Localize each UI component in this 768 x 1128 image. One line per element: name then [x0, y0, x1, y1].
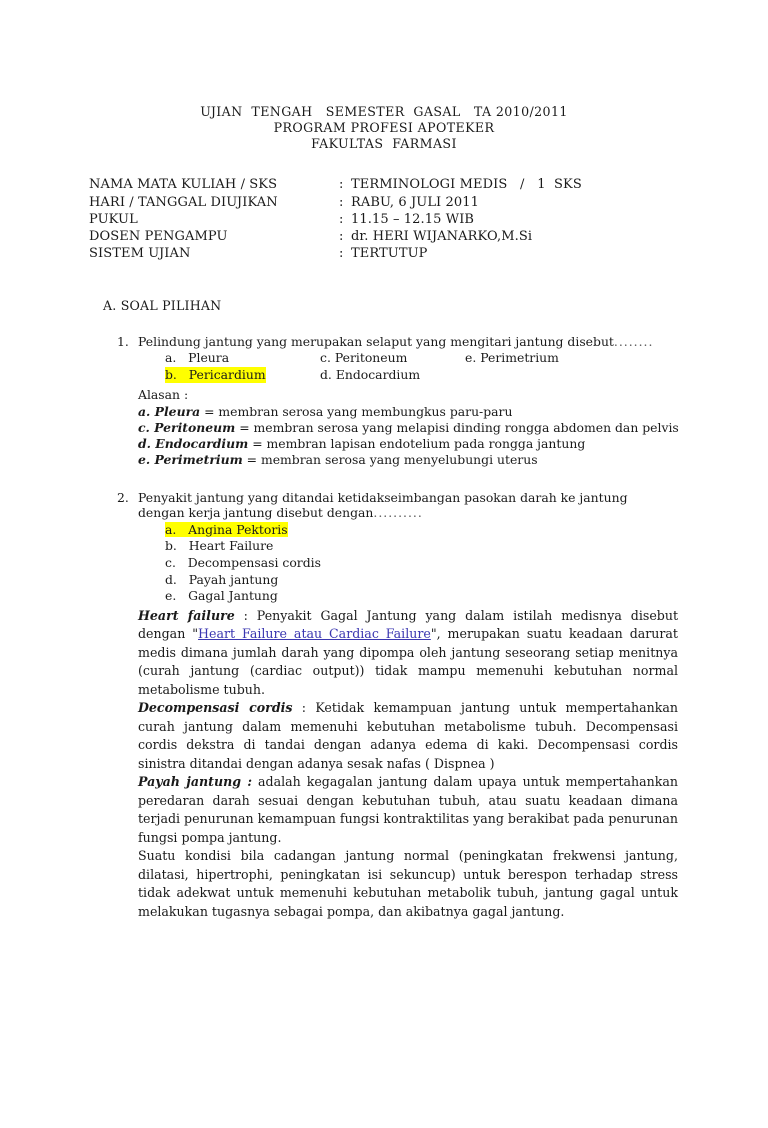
option-c-key: c.: [320, 350, 331, 366]
option-a-key: a.: [165, 521, 177, 537]
option-c-text: Peritoneum: [334, 350, 408, 366]
exam-metadata: [89, 176, 768, 262]
option-d-key: d.: [320, 367, 332, 383]
metadata-value: dr. HERI WIJANARKO,M.Si: [351, 229, 533, 245]
option-e-text: Gagal Jantung: [188, 588, 278, 604]
question-2-number: 2.: [117, 489, 129, 505]
option-a-text: Angina Pektoris: [188, 521, 288, 537]
option-e-key: e.: [165, 588, 177, 604]
reason-definition: = membran serosa yang membungkus paru-paru: [200, 403, 513, 419]
option-a-highlighted[interactable]: [165, 522, 768, 539]
metadata-colon: :: [339, 194, 344, 210]
question-1-reasons: [138, 387, 768, 468]
heart-failure-text-after-link: ", merupakan suatu keadaan darurat medis dimana jumlah darah yang dipompa oleh jantung seseorang setiap menitnya (curah jantung (cardiac output)) tidak mampu memenuhi kebutuhan normal metabolisme tubuh.: [138, 626, 678, 697]
metadata-label: SISTEM UJIAN: [89, 246, 191, 262]
question-1-number: 1.: [117, 333, 129, 349]
option-c-text: Decompensasi cordis: [187, 555, 321, 571]
reason-definition: = membran lapisan endotelium pada rongga jantung: [248, 436, 586, 452]
metadata-value: 11.15 – 12.15 WIB: [351, 211, 475, 227]
metadata-value: TERTUTUP: [351, 246, 428, 262]
question-2-options: [165, 522, 768, 605]
reason-item: [138, 404, 768, 420]
decompensasi-cordis-term: Decompensasi cordis: [138, 700, 293, 716]
metadata-label: HARI / TANGGAL DIUJIKAN: [89, 194, 278, 210]
option-e[interactable]: [165, 588, 768, 605]
option-c-key: c.: [165, 555, 176, 571]
option-a-key: a.: [165, 350, 177, 366]
option-e[interactable]: [465, 350, 559, 366]
explanation-payah-jantung: [138, 773, 678, 847]
question-2-stem-dots: ..........: [373, 505, 423, 521]
question-1: [117, 334, 768, 469]
option-d-text: Payah jantung: [188, 571, 279, 587]
option-e-text: Perimetrium: [480, 350, 559, 366]
option-b-text: Heart Failure: [188, 538, 274, 554]
metadata-row: [89, 176, 768, 193]
option-a-text: Pleura: [188, 350, 230, 366]
reason-term: a. Pleura: [138, 403, 201, 419]
decompensasi-cordis-text: Ketidak kemampuan jantung untuk mempertahankan curah jantung dalam memenuhi kebutuhan metabolisme tubuh. Decompensasi cordis dekstra di tandai dengan adanya edema di kaki. Decompensasi cordis sinistra ditandai dengan adanya sesak nafas ( Dispnea ): [138, 700, 678, 771]
option-b-key: b.: [165, 538, 177, 554]
metadata-colon: :: [339, 246, 344, 262]
reason-label: Alasan :: [138, 387, 189, 403]
payah-jantung-text: adalah kegagalan jantung dalam upaya untuk mempertahankan peredaran darah sesuai dengan kebutuhan tubuh, atau suatu keadaan dimana terjadi penurunan kemampuan fungsi kontraktilitas yang berakibat pada penurunan fungsi pompa jantung.: [138, 774, 678, 845]
option-a[interactable]: [165, 350, 229, 366]
document-page: [0, 104, 768, 1128]
exam-header-line-1: UJIAN TENGAH SEMESTER GASAL TA 2010/2011: [200, 104, 568, 119]
option-c[interactable]: [165, 555, 768, 572]
metadata-label: PUKUL: [89, 211, 138, 227]
question-1-stem: [138, 334, 663, 350]
option-b-highlighted[interactable]: [165, 367, 266, 383]
option-b[interactable]: [165, 538, 768, 555]
option-row: [165, 367, 768, 384]
metadata-row: [89, 194, 768, 211]
metadata-value: RABU, 6 JULI 2011: [351, 194, 480, 210]
reason-item: [138, 420, 768, 436]
metadata-row: [89, 228, 768, 245]
option-d-text: Endocardium: [335, 367, 421, 383]
reason-term: d. Endocardium: [138, 436, 249, 452]
exam-header-line-3: FAKULTAS FARMASI: [311, 136, 457, 152]
option-d[interactable]: [165, 572, 768, 589]
question-1-stem-text: Pelindung jantung yang merupakan selaput yang mengitari jantung disebut: [138, 333, 614, 349]
metadata-colon: :: [339, 229, 344, 245]
exam-header-line-2: PROGRAM PROFESI APOTEKER: [273, 120, 495, 136]
question-1-stem-dots: ........: [613, 333, 654, 349]
reason-definition: = membran serosa yang melapisi dinding rongga abdomen dan pelvis: [235, 419, 679, 435]
decompensasi-cordis-separator: :: [292, 700, 316, 716]
option-d[interactable]: [320, 367, 420, 383]
metadata-label: DOSEN PENGAMPU: [89, 229, 228, 245]
payah-jantung-term: Payah jantung :: [138, 774, 253, 790]
reason-term: c. Peritoneum: [138, 419, 236, 435]
exam-header: [0, 104, 768, 152]
reason-item: [138, 452, 768, 468]
option-c[interactable]: [320, 350, 407, 366]
heart-failure-link[interactable]: Heart Failure atau Cardiac Failure: [198, 626, 431, 642]
heart-failure-separator: :: [234, 607, 257, 623]
question-2-stem: [138, 490, 663, 521]
option-b-key: b.: [165, 367, 177, 383]
heart-failure-term: Heart failure: [138, 607, 235, 623]
section-title: A. SOAL PILIHAN: [103, 297, 222, 313]
option-d-key: d.: [165, 571, 177, 587]
option-b-text: Pericardium: [188, 367, 266, 383]
reason-item: [138, 436, 768, 452]
question-2-stem-text: Penyakit jantung yang ditandai ketidakseimbangan pasokan darah ke jantung dengan kerja jantung disebut dengan: [138, 489, 628, 521]
metadata-value: TERMINOLOGI MEDIS / 1 SKS: [351, 177, 582, 193]
question-2: [117, 490, 768, 922]
heart-failure-text-before-link: Penyakit Gagal Jantung yang dalam istilah medisnya disebut dengan ": [138, 607, 678, 642]
metadata-colon: :: [339, 177, 344, 193]
explanation-heart-failure: [138, 607, 678, 700]
reason-definition: = membran serosa yang menyelubungi uterus: [242, 452, 538, 468]
question-2-explanations: [138, 607, 678, 922]
option-e-key: e.: [465, 350, 477, 366]
explanation-decompensasi-cordis: [138, 699, 678, 773]
question-1-options: [165, 350, 768, 384]
metadata-row: [89, 245, 768, 262]
reason-term: e. Perimetrium: [138, 452, 243, 468]
option-row: [165, 350, 768, 367]
explanation-closing-paragraph: Suatu kondisi bila cadangan jantung normal (peningkatan frekwensi jantung, dilatasi, hipertrophi, peningkatan isi sekuncup) untuk berespon terhadap stress tidak adekwat untuk memenuhi kebutuhan metabolik tubuh, jantung gagal untuk melakukan tugasnya sebagai pompa, dan akibatnya gagal jantung.: [138, 848, 678, 919]
metadata-colon: :: [339, 211, 344, 227]
metadata-row: [89, 211, 768, 228]
metadata-label: NAMA MATA KULIAH / SKS: [89, 177, 278, 193]
